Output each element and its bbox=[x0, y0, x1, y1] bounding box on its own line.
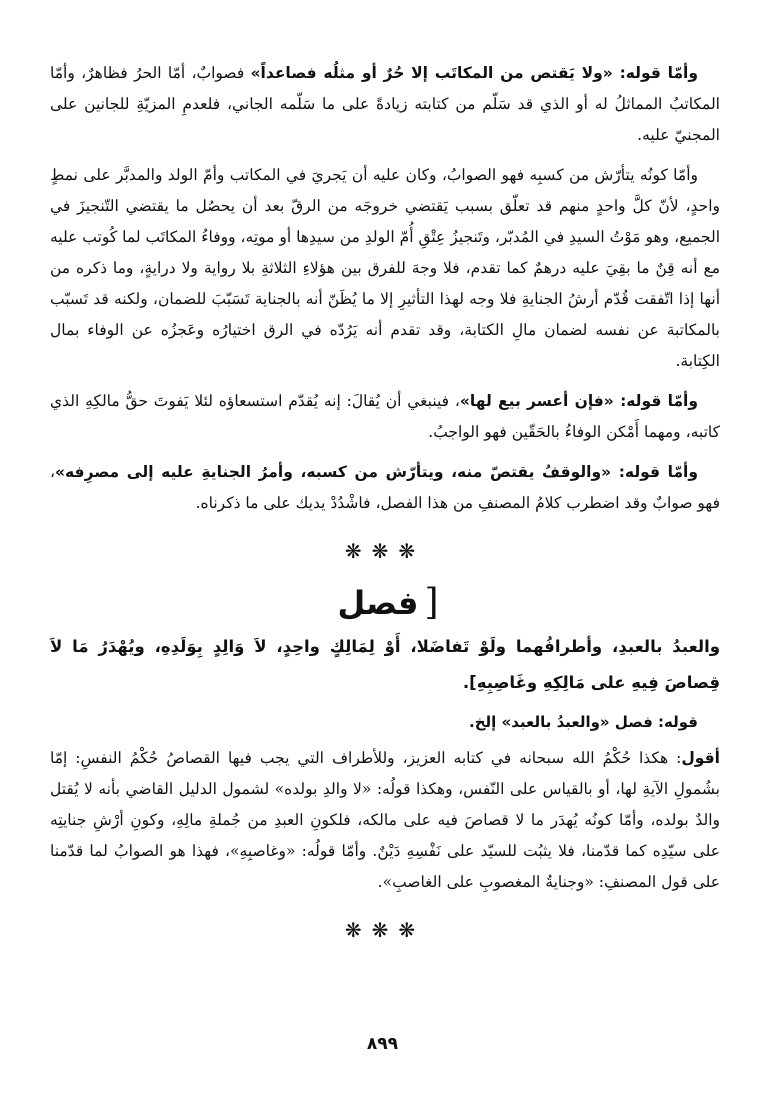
final-paragraph-body: : هكذا حُكْمُ الله سبحانه في كتابه العزيز، وللأطراف التي يجب فيها القصاصُ حُكْمُ النفسِ: إمّا بشُمولِ الآيةِ لها، أو بالقياس على النّفس، وهكذا قولُه: «لا والدِ بولده» لشمول الدليل القاضي بأنه لا يُقتل والدٌ بولده، وأمّا كونُه يُهدَر ما لا قصاصَ فيه على مالكه، فلكونِ العبدِ من جُملةِ مالِهِ، وكونِ أرْشِ جنايتِه على سيّدِه كما قدّمنا، فلا يثبُت للسيّد على نَفْسِهِ دَيْنٌ. وأمّا قولُه: «وغاصبِهِ»، فهذا هو الصوابُ لما قدّمنا على قول المصنفِ: «وجنايةُ المغصوبِ على الغاصبِ». bbox=[50, 749, 720, 891]
section-heading bbox=[50, 581, 720, 625]
paragraph-3 bbox=[50, 386, 720, 448]
page-number: ٨٩٩ bbox=[366, 1034, 399, 1054]
paragraph-3-body: ، فينبغي أن يُقالَ: إنه يُقدّم استسعاؤه لئلا يَفوتَ حقُّ مالكِهِ الذي كاتبه، ومهما أَمْكن الوفاءُ بالحَقّين فهو الواجبُ. bbox=[50, 392, 720, 441]
heading-bracket: [ bbox=[424, 582, 439, 623]
paragraph-4-lead: وأمّا قوله: «والوقفُ يقتصّ منه، ويتأرّش من كسبه، وأمرُ الجنايةِ عليه إلى مصرِفه» bbox=[55, 463, 698, 481]
paragraph-2-body: وأمّا كونُه يتأرّش من كسبِه فهو الصوابُ، وكان عليه أن يَجريَ في المكاتب وأمّ الولد والمدبَّر على نمطٍ واحدٍ، لأنّ كلَّ واحدٍ منهم قد تعلّق بسبب يَقتضي خروجَه من الرقّ بعد أن يحصُل ما يقتضي التّنجيزَ في الجميع، وهو مَوْتُ السيدِ في المُدبّر، وتَنجيزُ عِتْقِ أُمّ الولدِ من سيدِها أو موتِه، ووفاءُ المكاتَب لما كُوتب عليه مع أنه قِنٌ ما بقِيَ عليه درهمٌ كما تقدم، فلا وجهَ للفرق بين هؤلاءِ الثلاثةِ بلا رواية ولا درايةٍ، وما ذكره من أنها إذا اتّفقت قُدّم أرشُ الجنايةِ فلا وجه لهذا التأثيرِ إلا ما يُظَنّ أنه بالجناية تَسَبّبَ للضمان، ولكنه قد تَسبّب بالمكاتبة عن نفسه لضمان مالِ الكتابة، وقد تقدم أنه يَرُدّه في الرق اختيارُه وعَجزُه عن الوفاء بمال الكِتابة. bbox=[50, 166, 720, 370]
paragraph-2 bbox=[50, 160, 720, 377]
paragraph-4 bbox=[50, 457, 720, 519]
separator-top: ❋❋❋ bbox=[344, 539, 426, 563]
section-title: فصل bbox=[337, 584, 419, 622]
final-paragraph-lead: أقول bbox=[681, 749, 720, 767]
separator-bottom: ❋❋❋ bbox=[344, 918, 426, 942]
paragraph-3-lead: وأمّا قوله: «فإن أعسر بيع لها» bbox=[459, 392, 698, 410]
paragraph-1-lead: وأمّا قوله: «ولا يَقتص من المكاتَب إلا حُرٌ أو مثلُه فصاعداً» bbox=[250, 64, 698, 82]
matn-text: والعبدُ بالعبدِ، وأطرافُهما ولَوْ تَفاضَلا، أَوْ لِمَالِكٍ واحِدٍ، لاَ وَالِدٍ بِوَلَدِهِ، ويُهْدَرُ مَا لاَ قِصاصَ فِيهِ على مَالِكِهِ وغَاصِبِهِ]. bbox=[50, 637, 720, 692]
paragraph-4-body: ، فهو صوابٌ وقد اضطرب كلامُ المصنفِ من هذا الفصل، فاشْدُدْ يديك على ما ذكرناه. bbox=[50, 463, 720, 512]
paragraph-1 bbox=[50, 58, 720, 151]
final-paragraph bbox=[50, 743, 720, 898]
paragraph-1-body: فصوابٌ، أمّا الحرُ فظاهرٌ، وأمّا المكاتبُ المماثلُ له أو الذي قد سَلّم من كتابته زيادةً على ما سَلّمه الجاني، فلعدمِ المزيّةِ للجانين على المجنيّ عليه. bbox=[50, 64, 720, 144]
page-body bbox=[50, 58, 720, 950]
qawl-line: قوله: فصل «والعبدُ بالعبد» إلخ. bbox=[469, 713, 698, 731]
